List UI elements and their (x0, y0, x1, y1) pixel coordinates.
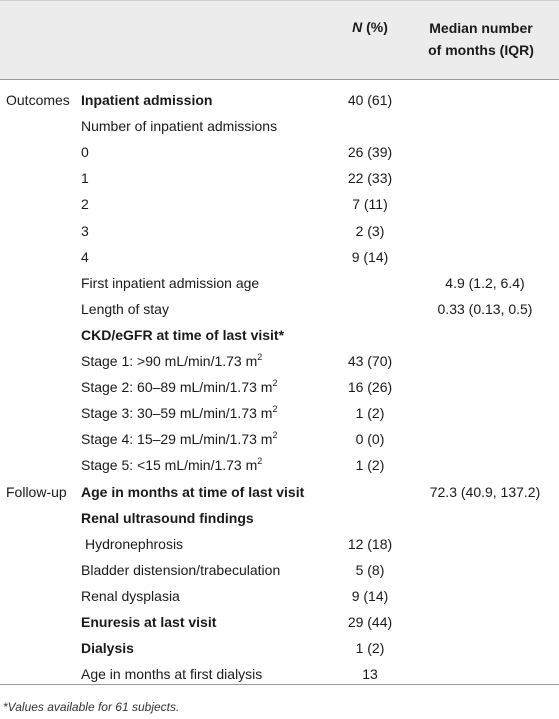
header-n-percent (340, 19, 400, 35)
row-label-text: Dialysis (81, 640, 134, 657)
row-label-text: CKD/eGFR at time of last visit* (81, 326, 285, 343)
table-row (0, 452, 559, 478)
row-label-text: 2 (81, 196, 89, 213)
table-row (0, 244, 559, 270)
row-label-text: Renal dysplasia (81, 587, 180, 604)
row-n-percent: 40 (61) (347, 92, 393, 108)
row-label (81, 583, 180, 609)
table-row (0, 165, 559, 191)
row-label-text: Age in months at time of last visit (81, 483, 305, 500)
row-label-text: Stage 4: 15–29 mL/min/1.73 m (81, 431, 273, 448)
row-label-text: Stage 2: 60–89 mL/min/1.73 m (81, 379, 273, 396)
row-label (81, 244, 89, 270)
row-n-percent: 22 (33) (347, 170, 393, 187)
row-label (81, 322, 284, 348)
table-row (0, 583, 559, 609)
row-label-text: Renal ultrasound findings (81, 509, 254, 526)
row-n-percent: 7 (11) (352, 196, 388, 213)
table-row (0, 557, 559, 583)
row-median-iqr: 72.3 (40.9, 137.2) (429, 483, 541, 500)
header-median-line1: Median number (429, 20, 533, 36)
row-label-text: Age in months at first dialysis (81, 666, 263, 683)
row-label-superscript: 2 (257, 352, 263, 362)
row-label-text: Hydronephrosis (85, 535, 184, 552)
table-row (0, 322, 559, 348)
row-n-percent: 5 (8) (355, 561, 385, 578)
row-median-iqr: 0.33 (0.13, 0.5) (437, 300, 533, 317)
row-label-superscript: 2 (272, 404, 278, 415)
row-label (81, 191, 89, 217)
row-label-text: 4 (81, 248, 89, 265)
row-label (81, 609, 216, 635)
table-header (0, 0, 559, 80)
row-label (81, 348, 262, 374)
row-label-superscript: 2 (257, 456, 263, 467)
table-row (0, 479, 559, 505)
row-label (81, 635, 134, 661)
row-n-percent: 1 (2) (355, 640, 385, 657)
row-label-text: Stage 1: >90 mL/min/1.73 m (81, 353, 258, 369)
row-label (81, 270, 259, 296)
row-label (81, 400, 277, 426)
row-label (85, 531, 183, 557)
table-row (0, 139, 559, 165)
row-n-percent: 9 (14) (351, 248, 389, 265)
row-label (81, 452, 262, 478)
row-section: Outcomes (6, 92, 70, 108)
table-row (0, 87, 559, 113)
row-label (81, 557, 280, 583)
table-row (0, 531, 559, 557)
row-label (81, 165, 89, 191)
row-label (81, 505, 254, 531)
table-row (0, 400, 559, 426)
table-row (0, 348, 559, 374)
row-label-text: First inpatient admission age (81, 274, 260, 291)
row-label (81, 296, 169, 322)
header-median-line2: of months (IQR) (428, 42, 534, 58)
row-label-text: Length of stay (81, 300, 169, 317)
table-row (0, 609, 559, 635)
table-bottom-rule (0, 684, 559, 685)
row-label (81, 479, 304, 505)
table-row (0, 296, 559, 322)
row-label-text: Bladder distension/trabeculation (81, 561, 281, 578)
row-n-percent: 12 (18) (347, 535, 393, 552)
row-label (81, 426, 277, 452)
row-n-percent: 13 (362, 666, 378, 683)
row-n-percent: 1 (2) (355, 457, 385, 474)
table-row (0, 505, 559, 531)
row-label-text: 1 (81, 170, 89, 187)
row-label-text: 3 (81, 222, 89, 239)
table-row (0, 374, 559, 400)
header-n-rest: (%) (362, 19, 388, 35)
table-row (0, 191, 559, 217)
row-label (81, 113, 277, 139)
row-n-percent: 43 (70) (347, 353, 393, 369)
row-label (81, 218, 89, 244)
header-median-months (405, 17, 557, 61)
row-label-text: Number of inpatient admissions (81, 118, 278, 135)
row-label-superscript: 2 (272, 430, 278, 441)
row-n-percent: 0 (0) (355, 431, 385, 448)
row-label (81, 87, 212, 113)
row-label-text: Enuresis at last visit (81, 614, 217, 630)
header-n-italic: N (352, 19, 363, 35)
row-label-superscript: 2 (272, 378, 278, 389)
row-n-percent: 1 (2) (355, 405, 385, 422)
row-n-percent: 9 (14) (351, 587, 389, 604)
table-footnote: *Values available for 61 subjects. (3, 700, 180, 714)
row-n-percent: 16 (26) (347, 379, 393, 396)
row-label-text: 0 (81, 144, 89, 161)
row-n-percent: 29 (44) (347, 614, 393, 630)
row-label (81, 374, 277, 400)
row-section: Follow-up (6, 483, 67, 500)
table-row (0, 218, 559, 244)
row-n-percent: 26 (39) (347, 144, 393, 161)
table-row (0, 426, 559, 452)
row-label-text: Stage 3: 30–59 mL/min/1.73 m (81, 405, 273, 422)
row-median-iqr: 4.9 (1.2, 6.4) (445, 274, 525, 291)
row-label-text: Stage 5: <15 mL/min/1.73 m (81, 457, 258, 474)
row-label-text: Inpatient admission (81, 92, 213, 108)
row-label (81, 139, 89, 165)
table-row (0, 113, 559, 139)
row-n-percent: 2 (3) (355, 222, 385, 239)
table-row (0, 270, 559, 296)
table-row (0, 635, 559, 661)
